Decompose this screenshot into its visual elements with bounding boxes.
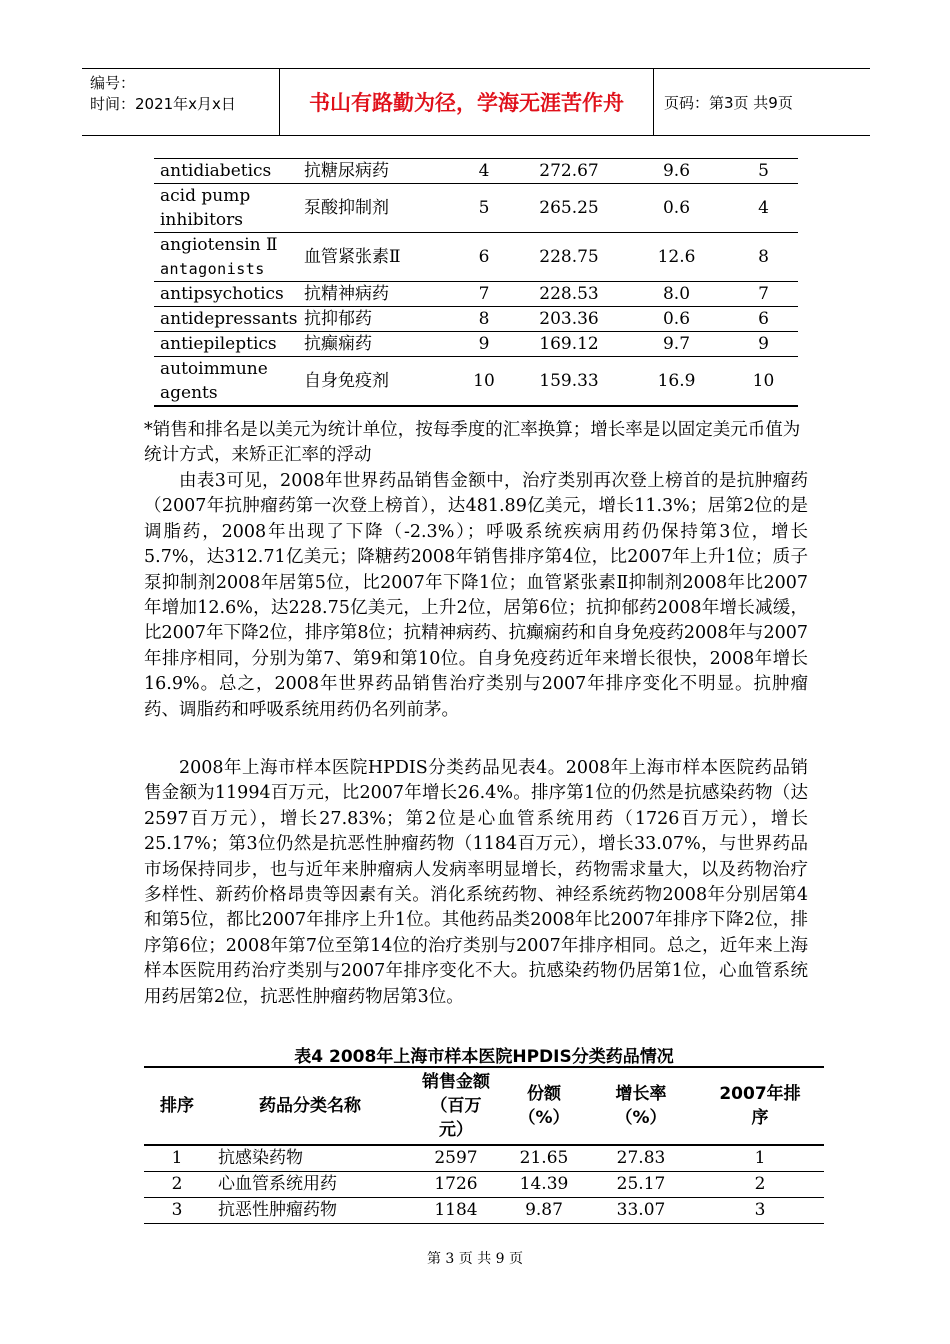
- header-growth-line1: 增长率: [615, 1084, 667, 1104]
- sales-value: 272.67: [514, 159, 624, 184]
- category-english: antidiabetics: [154, 159, 298, 184]
- growth-rate: 0.6: [624, 307, 729, 332]
- sales-value: 169.12: [514, 332, 624, 357]
- rank-2007: 7: [729, 282, 798, 307]
- share-cell: 14.39: [502, 1172, 586, 1198]
- table-header-row: [144, 1067, 824, 1145]
- growth-cell: 25.17: [586, 1172, 696, 1198]
- header-meta: [82, 69, 280, 135]
- header-sales-line3: 元）: [439, 1120, 473, 1140]
- category-chinese: 泵酸抑制剂: [298, 184, 454, 233]
- sales-value: 228.75: [514, 233, 624, 282]
- category-chinese: 自身免疫剂: [304, 371, 389, 391]
- page-footer: 第 3 页 共 9 页: [426, 1251, 524, 1267]
- category-name-cell: 抗恶性肿瘤药物: [218, 1200, 337, 1220]
- growth-rate: 9.6: [624, 159, 729, 184]
- sales-value: 228.53: [514, 282, 624, 307]
- category-english-line1: angiotensin Ⅱ: [160, 235, 278, 255]
- rank-2007: 10: [752, 371, 775, 391]
- sales-value: 159.33: [539, 371, 599, 391]
- rank-2008: 6: [454, 233, 514, 282]
- table-row: [144, 1145, 824, 1172]
- header-share-line2: （%）: [518, 1108, 570, 1128]
- table-row: [154, 357, 798, 407]
- header-growth-line2: （%）: [615, 1108, 667, 1128]
- sales-cell: 1184: [434, 1200, 478, 1220]
- table-row: [144, 1172, 824, 1198]
- rank-2007: 6: [729, 307, 798, 332]
- table-row: [154, 184, 798, 233]
- category-name-cell: 心血管系统用药: [210, 1172, 410, 1198]
- header-page-info: 页码：第3页 共9页: [664, 93, 793, 112]
- sales-value: 203.36: [514, 307, 624, 332]
- header-rank: 排序: [144, 1067, 210, 1145]
- rank-cell: 1: [144, 1145, 210, 1172]
- table-3-continued: [154, 158, 798, 407]
- table-row: [144, 1198, 824, 1224]
- growth-rate: 12.6: [624, 233, 729, 282]
- header-category-name: 药品分类名称: [210, 1067, 410, 1145]
- sales-value: 265.25: [514, 184, 624, 233]
- share-cell: 21.65: [502, 1145, 586, 1172]
- table-row: [154, 233, 798, 282]
- growth-cell: 33.07: [616, 1200, 666, 1220]
- rank-2008: 10: [473, 371, 495, 391]
- header-sales-line2: （百万: [430, 1096, 482, 1116]
- growth-cell: 27.83: [586, 1145, 696, 1172]
- category-chinese: 抗精神病药: [298, 282, 454, 307]
- growth-rate: 0.6: [624, 184, 729, 233]
- rank-2008: 5: [454, 184, 514, 233]
- table-note: *销售和排名是以美元为统计单位，按每季度的汇率换算；增长率是以固定美元币值为统计方式，来矫正汇率的浮动: [144, 420, 801, 465]
- table-row: [154, 282, 798, 307]
- table-4: [144, 1066, 824, 1224]
- category-english: antipsychotics: [154, 282, 298, 307]
- rank-2007: 5: [729, 159, 798, 184]
- header-share: [502, 1067, 586, 1145]
- rank-2008: 9: [454, 332, 514, 357]
- rank-2007-cell: 1: [696, 1145, 824, 1172]
- growth-rate: 8.0: [624, 282, 729, 307]
- document-number-label: 编号：: [90, 74, 136, 92]
- header-sales-line1: 销售金额: [422, 1072, 490, 1092]
- rank-2007: 4: [729, 184, 798, 233]
- sales-cell: 2597: [410, 1145, 502, 1172]
- table-4-caption: 表4 2008年上海市样本医院HPDIS分类药品情况: [294, 1047, 674, 1067]
- paragraph-world-sales: 由表3可见，2008年世界药品销售金额中，治疗类别再次登上榜首的是抗肿瘤药（2007年抗肿瘤药第一次登上榜首），达481.89亿美元，增长11.3%；居第2位的是调脂药，2008年出现了下降（-2.3%）；呼吸系统疾病用药仍保持第3位，增长5.7%，达312.71亿美元；降糖药2008年销售排序第4位，比2007年上升1位；质子泵抑制剂2008年居第5位，比2007年下降1位；血管紧张素Ⅱ抑制剂2008年比2007年增加12.6%，达228.75亿美元，上升2位，居第6位；抗抑郁药2008年增长减缓，比2007年下降2位，排序第8位；抗精神病药、抗癫痫药和自身免疫药2008年与2007年排序相同，分别为第7、第9和第10位。自身免疫药近年来增长很快，2008年增长16.9%。总之，2008年世界药品销售治疗类别与2007年排序变化不明显。抗肿瘤药、调脂药和呼吸系统用药仍名列前茅。: [144, 471, 808, 720]
- paragraph-shanghai-sales: 2008年上海市样本医院HPDIS分类药品见表4。2008年上海市样本医院药品销售金额为11994百万元，比2007年增长26.4%。排序第1位的仍然是抗感染药物（达2597百万元），增长27.83%；第2位是心血管系统用药（1726百万元），增长25.17%；第3位仍然是抗恶性肿瘤药物（1184百万元），增长33.07%，与世界药品市场保持同步，也与近年来肿瘤病人发病率明显增长，药物需求量大，以及药物治疗多样性、新药价格昂贵等因素有关。消化系统药物、神经系统药物2008年分别居第4和第5位，都比2007年排序上升1位。其他药品类2008年比2007年排序下降2位，排序第6位；2008年第7位至第14位的治疗类别与2007年排序相同。总之，近年来上海样本医院用药治疗类别与2007年排序变化不大。抗感染药物仍居第1位，心血管系统用药居第2位，抗恶性肿瘤药物居第3位。: [144, 758, 808, 1007]
- category-english-line2: antagonists: [160, 260, 265, 278]
- category-chinese: 抗抑郁药: [298, 307, 454, 332]
- sales-cell: 1726: [410, 1172, 502, 1198]
- header-growth: [586, 1067, 696, 1145]
- category-name-cell: 抗感染药物: [210, 1145, 410, 1172]
- growth-rate: 16.9: [657, 371, 696, 391]
- category-english: antidepressants: [154, 307, 298, 332]
- category-english: acid pump inhibitors: [154, 184, 298, 233]
- rank-2008: 8: [454, 307, 514, 332]
- header-motto: 书山有路勤为径，学海无涯苦作舟: [280, 69, 654, 135]
- category-chinese: 血管紧张素Ⅱ: [298, 233, 454, 282]
- rank-cell: 2: [144, 1172, 210, 1198]
- category-english: [154, 233, 298, 282]
- table-row: [154, 332, 798, 357]
- rank-2007: 9: [729, 332, 798, 357]
- header-rank-2007-line1: 2007年排: [719, 1084, 801, 1104]
- document-time-label: 时间：2021年x月x日: [90, 95, 236, 113]
- rank-2007-cell: 3: [754, 1200, 766, 1220]
- header-share-line1: 份额: [527, 1084, 561, 1104]
- growth-rate: 9.7: [624, 332, 729, 357]
- table-row: [154, 307, 798, 332]
- header-rank-2007-line2: 序: [751, 1108, 769, 1128]
- category-english: antiepileptics: [154, 332, 298, 357]
- rank-2007-cell: 2: [696, 1172, 824, 1198]
- header-sales: [410, 1067, 502, 1145]
- header-rank-2007: [696, 1067, 824, 1145]
- category-chinese: 抗糖尿病药: [298, 159, 454, 184]
- rank-cell: 3: [171, 1200, 183, 1220]
- rank-2007: 8: [729, 233, 798, 282]
- rank-2008: 4: [454, 159, 514, 184]
- page-header: [82, 68, 870, 136]
- rank-2008: 7: [454, 282, 514, 307]
- table-row: [154, 159, 798, 184]
- category-chinese: 抗癫痫药: [298, 332, 454, 357]
- category-english: autoimmune agents: [160, 359, 268, 403]
- share-cell: 9.87: [525, 1200, 563, 1220]
